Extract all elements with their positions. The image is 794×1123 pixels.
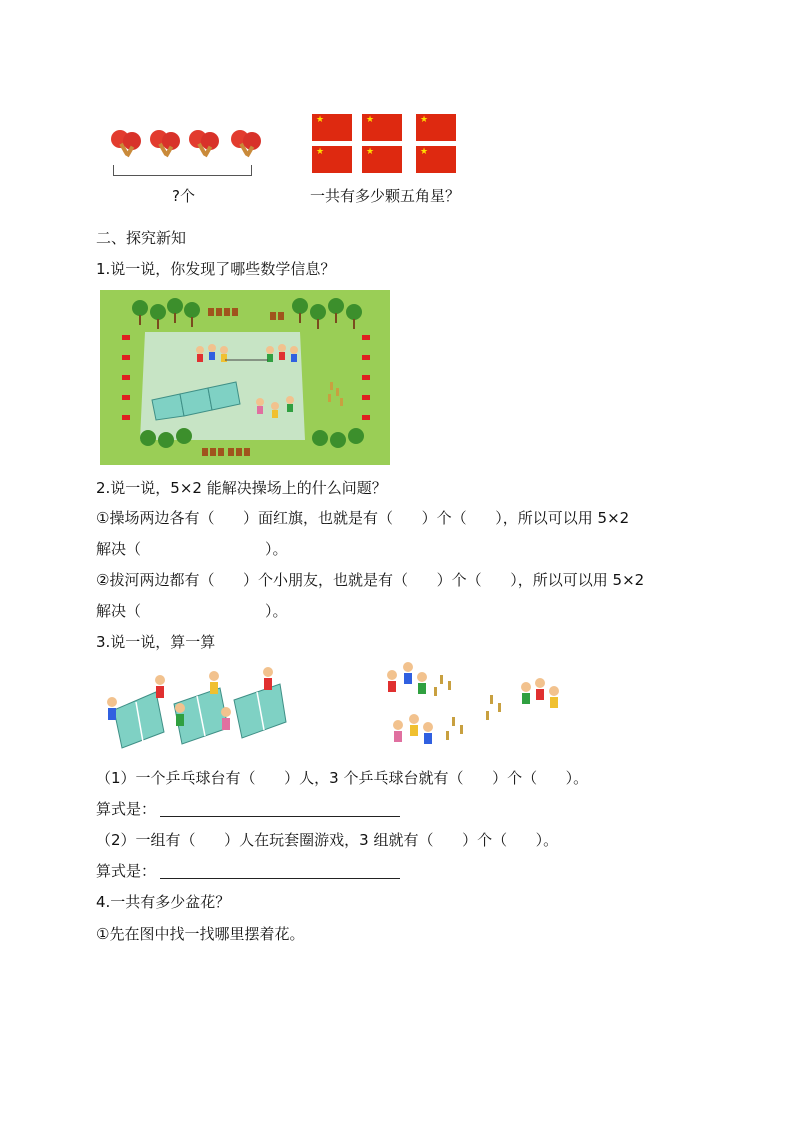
question-2-line-4: 解决（ ）。: [96, 602, 288, 620]
flags-question: 一共有多少颗五角星？: [310, 187, 461, 205]
flag-icon: ★: [416, 146, 456, 173]
answer-line-2[interactable]: [160, 878, 400, 879]
ring-toss-illustration: [378, 655, 568, 760]
question-2-line-2: 解决（ ）。: [96, 540, 288, 558]
flag-icon: ★: [416, 114, 456, 141]
flag-icon: ★: [362, 114, 402, 141]
question-3-title: 3.说一说，算一算: [96, 633, 216, 651]
question-2-title: 2.说一说，5×2 能解决操场上的什么问题？: [96, 479, 387, 497]
section-title: 二、探究新知: [96, 229, 187, 247]
question-3-formula-1-label: 算式是：: [96, 800, 157, 818]
question-2-line-1: ①操场两边各有（ ）面红旗，也就是有（ ）个（ ），所以可以用 5×2: [96, 509, 630, 527]
brace-bracket: [113, 165, 252, 176]
playground-illustration: [100, 290, 390, 465]
question-2-line-3: ②拔河两边都有（ ）个小朋友，也就是有（ ）个（ ），所以可以用 5×2: [96, 571, 645, 589]
flag-icon: ★: [312, 114, 352, 141]
flag-icon: ★: [362, 146, 402, 173]
question-3-sub-1: （1）一个乒乓球台有（ ）人，3 个乒乓球台就有（ ）个（ ）。: [96, 769, 589, 787]
paddles-count-label: ?个: [172, 187, 195, 205]
ping-pong-tables-illustration: [96, 660, 288, 760]
flag-icon: ★: [312, 146, 352, 173]
answer-line-1[interactable]: [160, 816, 400, 817]
paddle-pair-icon: [108, 128, 144, 158]
paddle-pair-icon: [147, 128, 183, 158]
question-4-title: 4.一共有多少盆花？: [96, 893, 231, 911]
question-4-sub-1: ①先在图中找一找哪里摆着花。: [96, 925, 305, 943]
question-1-title: 1.说一说，你发现了哪些数学信息？: [96, 260, 336, 278]
paddle-pair-icon: [186, 128, 222, 158]
question-3-sub-2: （2）一组有（ ）人在玩套圈游戏，3 组就有（ ）个（ ）。: [96, 831, 559, 849]
paddle-pair-icon: [228, 128, 264, 158]
question-3-formula-2-label: 算式是：: [96, 862, 157, 880]
